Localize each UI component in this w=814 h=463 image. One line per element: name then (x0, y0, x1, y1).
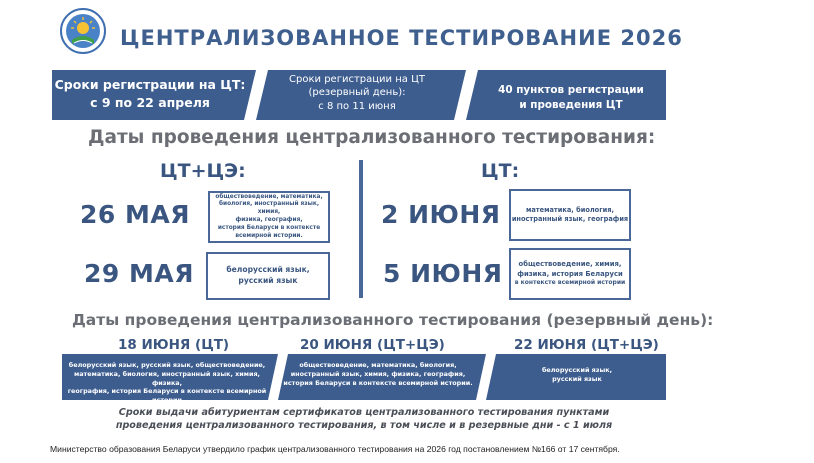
subject-line: математика, биология, (525, 205, 615, 214)
subject-line: обществоведение, химия, (518, 260, 622, 269)
registration-points-block (478, 83, 664, 112)
note-line: проведения централизованного тестирования, в том числе и в резервные дни - с 1 июля (115, 420, 613, 432)
subject-line: русский язык (552, 374, 602, 383)
column-divider (359, 160, 363, 298)
dates-heading: Даты проведения централизованного тестирования: (88, 127, 656, 148)
reserve-date-1: 18 ИЮНЯ (ЦТ) (118, 337, 230, 353)
reserve-date-3: 22 ИЮНЯ (ЦТ+ЦЭ) (514, 337, 659, 353)
ct-ce-date-2: 29 МАЯ (84, 259, 194, 288)
ct-subjects-1 (509, 189, 631, 241)
subject-line: обществоведение, математика, биология, (299, 361, 457, 369)
subject-line: биология, иностранный язык, химия, (218, 201, 320, 216)
subject-line: математика, биология, иностранный язык, химия, физика, (74, 369, 260, 387)
reserve-subjects-3 (492, 366, 662, 384)
reserve-subjects-1 (64, 361, 270, 405)
registration-points-line1: 40 пунктов регистрации (498, 84, 644, 96)
subject-line: физика, география, (235, 217, 303, 223)
subject-line: физика, история Беларуси (517, 269, 623, 278)
ct-subjects-2 (509, 248, 631, 300)
ct-date-2: 5 ИЮНЯ (383, 259, 503, 288)
registration-main-block (52, 76, 248, 112)
reserve-date-2: 20 ИЮНЯ (ЦТ+ЦЭ) (300, 337, 445, 353)
ct-ce-heading: ЦТ+ЦЭ: (160, 160, 246, 182)
subject-line: белорусский язык, (541, 366, 613, 374)
registration-points-line2: и проведения ЦТ (519, 98, 623, 111)
ct-heading: ЦТ: (481, 160, 520, 182)
registration-main-label: Сроки регистрации на ЦТ: (54, 77, 246, 92)
subject-line: обществоведение, математика, (215, 193, 323, 200)
subject-line: география, история Беларуси в контексте всемирной истории (67, 387, 267, 405)
ct-ce-date-1: 26 МАЯ (80, 200, 190, 229)
registration-reserve-sublabel: (резервный день): (308, 87, 406, 99)
certificate-note (62, 406, 666, 433)
page-title: ЦЕНТРАЛИЗОВАННОЕ ТЕСТИРОВАНИЕ 2026 (120, 26, 683, 50)
registration-reserve-block (262, 73, 452, 113)
reserve-heading: Даты проведения централизованного тестирования (резервный день): (72, 311, 714, 329)
note-line: Сроки выдачи абитуриентам сертификатов централизованного тестирования пунктами (118, 407, 610, 418)
registration-reserve-dates: с 8 по 11 июня (318, 100, 396, 112)
subject-line: всемирной истории. (235, 232, 303, 239)
reserve-subjects-2 (280, 361, 476, 387)
ct-ce-subjects-2 (206, 252, 330, 300)
subject-line: в контексте всемирной истории (514, 279, 626, 287)
subject-line: белорусский язык, (226, 265, 310, 275)
ministry-emblem-icon (60, 8, 106, 54)
image-caption: Министерство образования Беларуси утвердило график централизованного тестирования на 2026 год постановлением №166 от 17 сентября. (50, 444, 620, 454)
registration-main-dates: с 9 по 22 апреля (90, 95, 210, 111)
subject-line: иностранный язык, география (511, 215, 629, 223)
ct-date-1: 2 ИЮНЯ (381, 200, 501, 229)
subject-line: русский язык (238, 276, 298, 285)
subject-line: белорусский язык, русский язык, обществоведение, (68, 361, 266, 369)
subject-line: история Беларуси в контексте (217, 224, 321, 231)
registration-reserve-label: Сроки регистрации на ЦТ (289, 74, 425, 85)
subject-line: история Беларуси в контексте всемирной истории. (283, 378, 473, 387)
subject-line: иностранный язык, химия, физика, география, (290, 369, 466, 378)
ct-ce-subjects-1 (208, 191, 330, 243)
